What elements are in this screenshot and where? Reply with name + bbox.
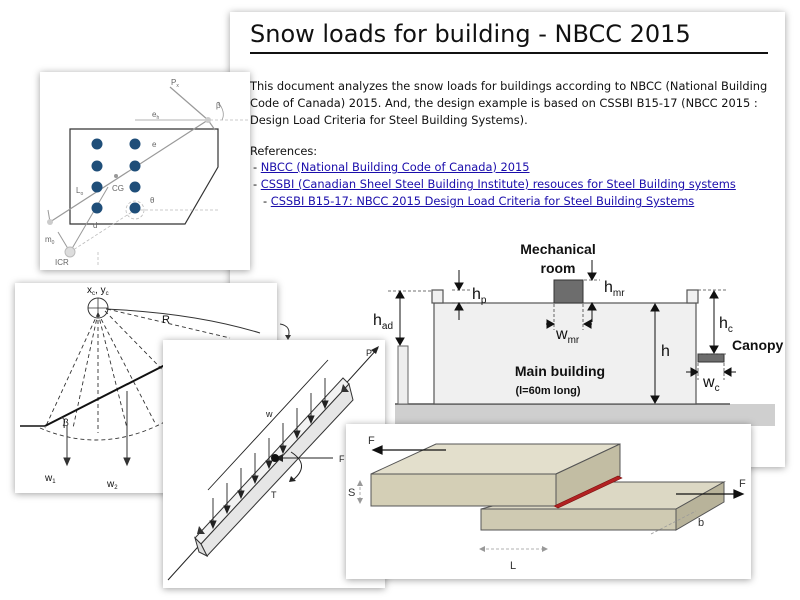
wc-label <box>702 374 720 394</box>
had-subscript: ad <box>381 321 394 332</box>
px-symbol: P <box>171 78 177 87</box>
w2-subscript: 2 <box>114 485 118 491</box>
t-label: T <box>271 490 277 500</box>
w2-label <box>106 479 118 491</box>
main-building-label: Main building <box>514 363 606 379</box>
lo-subscript: o <box>80 191 84 197</box>
hmr-subscript: mr <box>612 288 625 299</box>
yc-symbol: y <box>100 285 106 296</box>
canopy-label: Canopy <box>732 337 784 353</box>
mechanical-room-label-2: room <box>540 260 576 276</box>
hc-symbol: h <box>719 315 728 332</box>
bolt <box>130 182 141 193</box>
bolt-group-card <box>40 72 250 270</box>
px-subscript: x <box>176 83 179 89</box>
building-length-label: (l=60m long) <box>515 385 581 397</box>
lap-joint-card <box>346 424 751 579</box>
load-center-point <box>271 454 279 462</box>
m0-subscript: 0 <box>51 240 55 246</box>
left-parapet <box>432 290 443 303</box>
force-point <box>205 117 211 123</box>
beta-label: β <box>63 418 69 429</box>
reference-item <box>253 177 736 191</box>
w1-label <box>44 473 56 485</box>
bolt-group-figure <box>40 72 250 270</box>
building-snow-figure <box>360 232 784 432</box>
s-label: S <box>348 487 356 499</box>
p-label: P <box>366 348 373 358</box>
had-symbol: h <box>373 312 382 329</box>
hp-subscript: p <box>480 295 487 306</box>
m0-label <box>45 235 55 246</box>
w1-subscript: 1 <box>52 479 56 485</box>
l-label: L <box>510 560 517 572</box>
reference-item <box>263 194 694 208</box>
reference-item <box>253 160 530 174</box>
lo-symbol: L <box>76 186 81 195</box>
cg-label: CG <box>112 184 124 193</box>
beta-label: β <box>216 101 221 110</box>
canopy-box <box>698 354 724 362</box>
bolt <box>92 139 103 150</box>
e-label: e <box>152 140 157 149</box>
wmr-subscript: mr <box>567 335 580 346</box>
reference-link-cssbi[interactable]: CSSBI (Canadian Sheel Steel Building Institute) resouces for Steel Building systems <box>260 177 736 191</box>
bolt <box>92 182 103 193</box>
f-label: F <box>339 454 345 464</box>
top-plate-front <box>371 474 556 506</box>
theta-label: θ <box>150 196 155 205</box>
reference-bullet: - <box>263 194 268 208</box>
ground <box>395 404 775 426</box>
mechanical-room-label-1: Mechanical <box>520 241 596 257</box>
reference-bullet: - <box>253 177 258 191</box>
hp-symbol: h <box>472 286 481 303</box>
lap-joint-figure <box>346 424 751 579</box>
mechanical-room-box <box>554 280 583 303</box>
intro-paragraph: This document analyzes the snow loads for buildings according to NBCC (National Building Code of Canada) 2015. And, the design example is based on CSSBI B15-17 (NBCC 2015 : Design Load Criteria for Steel Building Systems). <box>250 79 768 127</box>
b-label: b <box>698 517 705 529</box>
eh-symbol: e <box>152 110 157 119</box>
icr-label: ICR <box>55 258 69 267</box>
adjacent-building <box>398 346 408 404</box>
had-label <box>373 312 393 332</box>
hc-subscript: c <box>727 324 733 335</box>
bolt <box>130 139 141 150</box>
lo-label <box>76 186 83 197</box>
rotation-arrow-icon <box>276 320 296 342</box>
f-right-label: F <box>739 478 746 490</box>
r-label: R <box>162 314 170 326</box>
bottom-plate-front <box>481 509 676 530</box>
hmr-symbol: h <box>604 279 613 296</box>
w-label: w <box>266 409 273 419</box>
right-parapet <box>687 290 698 303</box>
hc-label <box>719 315 733 335</box>
reference-bullet: - <box>253 160 258 174</box>
f-left-label: F <box>368 435 375 447</box>
bolt <box>92 161 103 172</box>
px-label <box>171 78 179 89</box>
eh-label <box>152 110 159 121</box>
reference-link-cssbi-b15[interactable]: CSSBI B15-17: NBCC 2015 Design Load Criteria for Steel Building Systems <box>270 194 695 208</box>
load-point <box>47 219 53 225</box>
xc-subscript: c <box>92 291 95 297</box>
icr-point <box>65 247 75 257</box>
wmr-symbol: w <box>556 326 568 343</box>
wc-subscript: c <box>714 383 720 394</box>
bolt <box>130 203 141 214</box>
m0-symbol: m <box>45 235 52 244</box>
hmr-label <box>604 279 625 299</box>
yc-subscript: c <box>105 291 109 297</box>
bolt <box>130 161 141 172</box>
wc-symbol: w <box>703 374 715 391</box>
d-label: d <box>93 221 98 230</box>
bolt <box>92 203 103 214</box>
cg-point <box>114 174 118 178</box>
eh-subscript: h <box>156 115 160 121</box>
reference-link-nbcc[interactable]: NBCC (National Building Code of Canada) 2015 <box>260 160 530 174</box>
w1-symbol: w <box>45 473 53 484</box>
h-label: h <box>661 343 670 360</box>
references-heading: References: <box>250 144 318 158</box>
w2-symbol: w <box>107 479 115 490</box>
xc-symbol: x <box>87 285 92 296</box>
xc-yc-label: $x_c$, $y_c$ <box>87 285 109 297</box>
page-title: Snow loads for building - NBCC 2015 <box>250 20 768 54</box>
